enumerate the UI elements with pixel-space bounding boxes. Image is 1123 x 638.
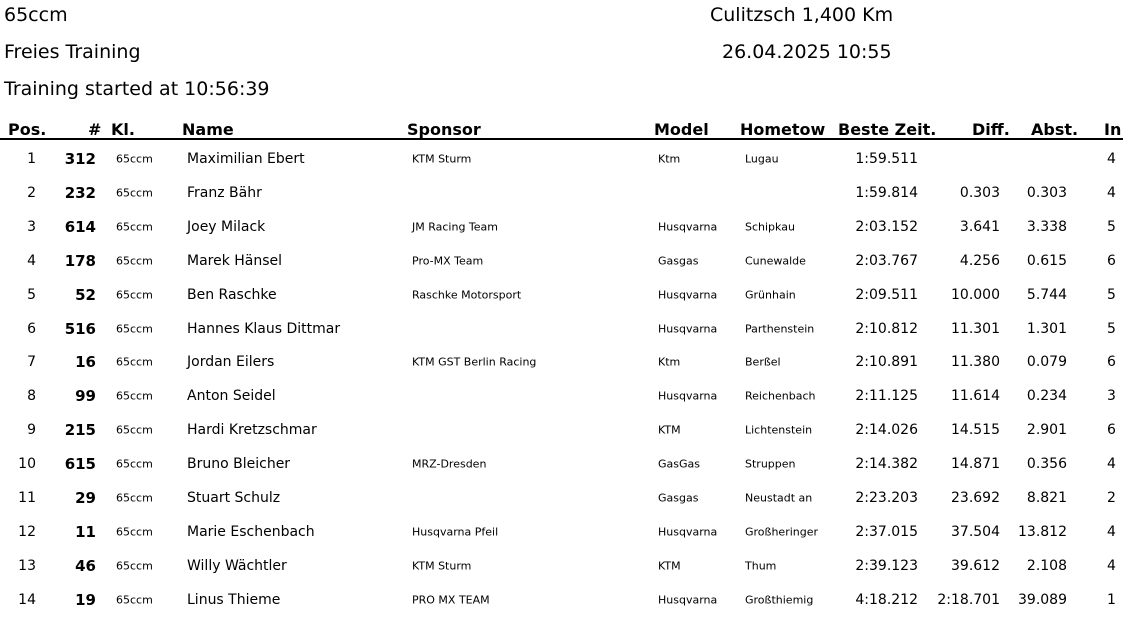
cell-hometown: Thum (745, 559, 777, 573)
cell-position: 2 (27, 184, 36, 201)
col-diff: Diff. (972, 120, 1010, 139)
cell-number: 516 (64, 319, 96, 338)
cell-model: Gasgas (658, 491, 699, 505)
cell-class: 65ccm (116, 559, 153, 573)
cell-hometown: Grünhain (745, 288, 796, 302)
cell-name: Anton Seidel (187, 388, 276, 405)
cell-hometown: Neustadt an (745, 491, 813, 505)
cell-class: 65ccm (116, 322, 153, 335)
cell-number: 19 (75, 590, 96, 609)
cell-diff: 39.612 (951, 557, 1000, 574)
cell-name: Ben Raschke (187, 286, 277, 303)
cell-best-time: 2:03.152 (855, 218, 918, 235)
cell-hometown: Cunewalde (745, 254, 806, 268)
cell-model: Ktm (658, 355, 681, 369)
cell-number: 29 (75, 489, 96, 507)
cell-class: 65ccm (116, 457, 153, 471)
cell-number: 614 (64, 217, 96, 236)
cell-in: 1 (1107, 591, 1116, 608)
table-row (0, 379, 1123, 413)
cell-number: 99 (75, 387, 96, 406)
cell-in: 2 (1107, 490, 1116, 506)
cell-abst: 0.234 (1026, 388, 1067, 405)
cell-name: Hardi Kretzschmar (187, 422, 317, 439)
training-start: Training started at 10:56:39 (4, 78, 270, 100)
cell-class: 65ccm (116, 186, 153, 200)
table-row (0, 413, 1123, 447)
cell-hometown: Reichenbach (745, 389, 816, 403)
cell-name: Willy Wächtler (187, 557, 287, 574)
cell-name: Hannes Klaus Dittmar (187, 320, 341, 337)
cell-in: 5 (1107, 218, 1116, 235)
cell-sponsor: MRZ-Dresden (412, 457, 487, 471)
cell-number: 52 (75, 285, 96, 304)
cell-best-time: 2:09.511 (855, 286, 918, 303)
cell-position: 14 (18, 591, 36, 608)
cell-diff: 11.614 (951, 388, 1000, 405)
table-row (0, 345, 1123, 379)
cell-abst: 2.108 (1026, 557, 1067, 574)
cell-class: 65ccm (116, 593, 153, 607)
cell-best-time: 2:37.015 (855, 523, 918, 540)
cell-abst: 2.901 (1026, 422, 1067, 439)
cell-class: 65ccm (116, 491, 153, 505)
cell-abst: 0.615 (1026, 252, 1067, 269)
cell-best-time: 1:59.511 (855, 151, 918, 167)
col-sponsor: Sponsor (407, 120, 481, 139)
cell-diff: 2:18.701 (937, 591, 1000, 608)
session-title: Freies Training (4, 41, 141, 63)
cell-diff: 11.380 (951, 354, 1000, 371)
cell-diff: 10.000 (951, 286, 1000, 303)
table-row (0, 447, 1123, 481)
cell-in: 4 (1107, 151, 1116, 167)
cell-position: 5 (27, 286, 36, 303)
cell-class: 65ccm (116, 288, 153, 302)
cell-in: 6 (1107, 252, 1116, 269)
cell-model: KTM (658, 423, 681, 437)
cell-hometown: Berßel (745, 355, 781, 369)
track-info: Culitzsch 1,400 Km (710, 4, 894, 26)
cell-model: Ktm (658, 152, 681, 166)
cell-name: Bruno Bleicher (187, 456, 291, 473)
cell-name: Jordan Eilers (187, 354, 275, 371)
cell-number: 615 (64, 455, 96, 474)
cell-hometown: Struppen (745, 457, 796, 471)
cell-position: 1 (27, 151, 36, 167)
cell-best-time: 2:10.891 (855, 354, 918, 371)
cell-abst: 3.338 (1026, 218, 1067, 235)
cell-best-time: 2:14.026 (855, 422, 918, 439)
cell-position: 7 (27, 354, 36, 371)
cell-best-time: 1:59.814 (855, 184, 918, 201)
table-row (0, 142, 1123, 176)
col-name: Name (182, 120, 234, 139)
cell-number: 232 (64, 183, 96, 202)
cell-model: Husqvarna (658, 322, 718, 335)
cell-sponsor: KTM Sturm (412, 152, 472, 166)
cell-number: 46 (75, 556, 96, 575)
cell-position: 11 (18, 490, 36, 506)
cell-abst: 0.079 (1026, 354, 1067, 371)
cell-abst: 5.744 (1026, 286, 1067, 303)
cell-name: Linus Thieme (187, 591, 281, 608)
cell-diff: 0.303 (959, 184, 1000, 201)
cell-best-time: 2:14.382 (855, 456, 918, 473)
cell-position: 13 (18, 557, 36, 574)
session-datetime: 26.04.2025 10:55 (722, 41, 892, 63)
cell-name: Marie Eschenbach (187, 523, 315, 540)
header-rule (0, 138, 1123, 140)
cell-in: 4 (1107, 557, 1116, 574)
cell-position: 4 (27, 252, 36, 269)
cell-hometown: Großthiemig (745, 593, 814, 607)
cell-sponsor: Raschke Motorsport (412, 288, 522, 302)
cell-number: 215 (64, 421, 96, 440)
cell-best-time: 4:18.212 (855, 591, 918, 608)
cell-diff: 11.301 (951, 320, 1000, 337)
class-title: 65ccm (4, 4, 68, 26)
cell-model: Gasgas (658, 254, 699, 268)
table-row (0, 515, 1123, 549)
cell-class: 65ccm (116, 423, 153, 437)
col-pos: Pos. (8, 120, 47, 139)
col-hometown: Hometow (740, 120, 826, 139)
table-row (0, 278, 1123, 312)
cell-diff: 37.504 (951, 523, 1000, 540)
col-in: In (1104, 120, 1122, 139)
cell-hometown: Parthenstein (745, 322, 815, 335)
table-row (0, 312, 1123, 346)
cell-model: Husqvarna (658, 525, 718, 539)
cell-class: 65ccm (116, 152, 153, 166)
cell-model: Husqvarna (658, 389, 718, 403)
cell-class: 65ccm (116, 389, 153, 403)
cell-number: 11 (75, 522, 96, 541)
cell-sponsor: JM Racing Team (412, 220, 499, 234)
cell-diff: 3.641 (959, 218, 1000, 235)
table-row (0, 244, 1123, 278)
cell-abst: 0.303 (1026, 184, 1067, 201)
cell-in: 3 (1107, 388, 1116, 405)
cell-sponsor: KTM GST Berlin Racing (412, 355, 537, 369)
cell-model: Husqvarna (658, 220, 718, 234)
cell-abst: 1.301 (1026, 320, 1067, 337)
cell-in: 5 (1107, 286, 1116, 303)
cell-best-time: 2:03.767 (855, 252, 918, 269)
cell-sponsor: Husqvarna Pfeil (412, 525, 499, 539)
table-row (0, 583, 1123, 617)
cell-number: 178 (64, 251, 96, 270)
cell-diff: 14.871 (951, 456, 1000, 473)
table-row (0, 210, 1123, 244)
cell-sponsor: PRO MX TEAM (412, 593, 490, 607)
cell-class: 65ccm (116, 254, 153, 268)
cell-abst: 0.356 (1026, 456, 1067, 473)
cell-abst: 13.812 (1018, 523, 1067, 540)
cell-number: 16 (75, 353, 96, 372)
cell-in: 6 (1107, 354, 1116, 371)
cell-diff: 23.692 (951, 490, 1000, 506)
col-model: Model (654, 120, 709, 139)
cell-position: 8 (27, 388, 36, 405)
cell-hometown: Schipkau (745, 220, 795, 234)
cell-best-time: 2:23.203 (855, 490, 918, 506)
cell-in: 6 (1107, 422, 1116, 439)
cell-in: 4 (1107, 184, 1116, 201)
cell-diff: 4.256 (959, 252, 1000, 269)
cell-position: 6 (27, 320, 36, 337)
cell-name: Maximilian Ebert (187, 151, 305, 167)
cell-in: 5 (1107, 320, 1116, 337)
cell-sponsor: KTM Sturm (412, 559, 472, 573)
cell-abst: 39.089 (1018, 591, 1067, 608)
cell-name: Marek Hänsel (187, 252, 283, 269)
cell-best-time: 2:39.123 (855, 557, 918, 574)
cell-position: 12 (18, 523, 36, 540)
cell-diff: 14.515 (951, 422, 1000, 439)
cell-hometown: Großheringer (745, 525, 819, 539)
col-best-time: Beste Zeit. (838, 120, 937, 139)
cell-in: 4 (1107, 523, 1116, 540)
cell-model: GasGas (658, 457, 700, 471)
cell-position: 3 (27, 218, 36, 235)
cell-abst: 8.821 (1026, 490, 1067, 506)
cell-class: 65ccm (116, 220, 153, 234)
cell-best-time: 2:10.812 (855, 320, 918, 337)
cell-class: 65ccm (116, 355, 153, 369)
cell-hometown: Lugau (745, 152, 779, 166)
cell-hometown: Lichtenstein (745, 423, 813, 437)
cell-name: Joey Milack (187, 218, 266, 235)
cell-class: 65ccm (116, 525, 153, 539)
cell-best-time: 2:11.125 (855, 388, 918, 405)
cell-sponsor: Pro-MX Team (412, 254, 484, 268)
table-row (0, 176, 1123, 210)
col-kl: Kl. (111, 120, 135, 139)
cell-in: 4 (1107, 456, 1116, 473)
col-abst: Abst. (1031, 120, 1079, 139)
cell-model: Husqvarna (658, 593, 718, 607)
table-row (0, 481, 1123, 515)
cell-name: Stuart Schulz (187, 490, 281, 506)
cell-position: 10 (18, 456, 36, 473)
col-num: # (88, 120, 102, 139)
cell-model: KTM (658, 559, 681, 573)
cell-number: 312 (64, 150, 96, 168)
cell-name: Franz Bähr (187, 184, 262, 201)
table-row (0, 549, 1123, 583)
cell-position: 9 (27, 422, 36, 439)
cell-model: Husqvarna (658, 288, 718, 302)
